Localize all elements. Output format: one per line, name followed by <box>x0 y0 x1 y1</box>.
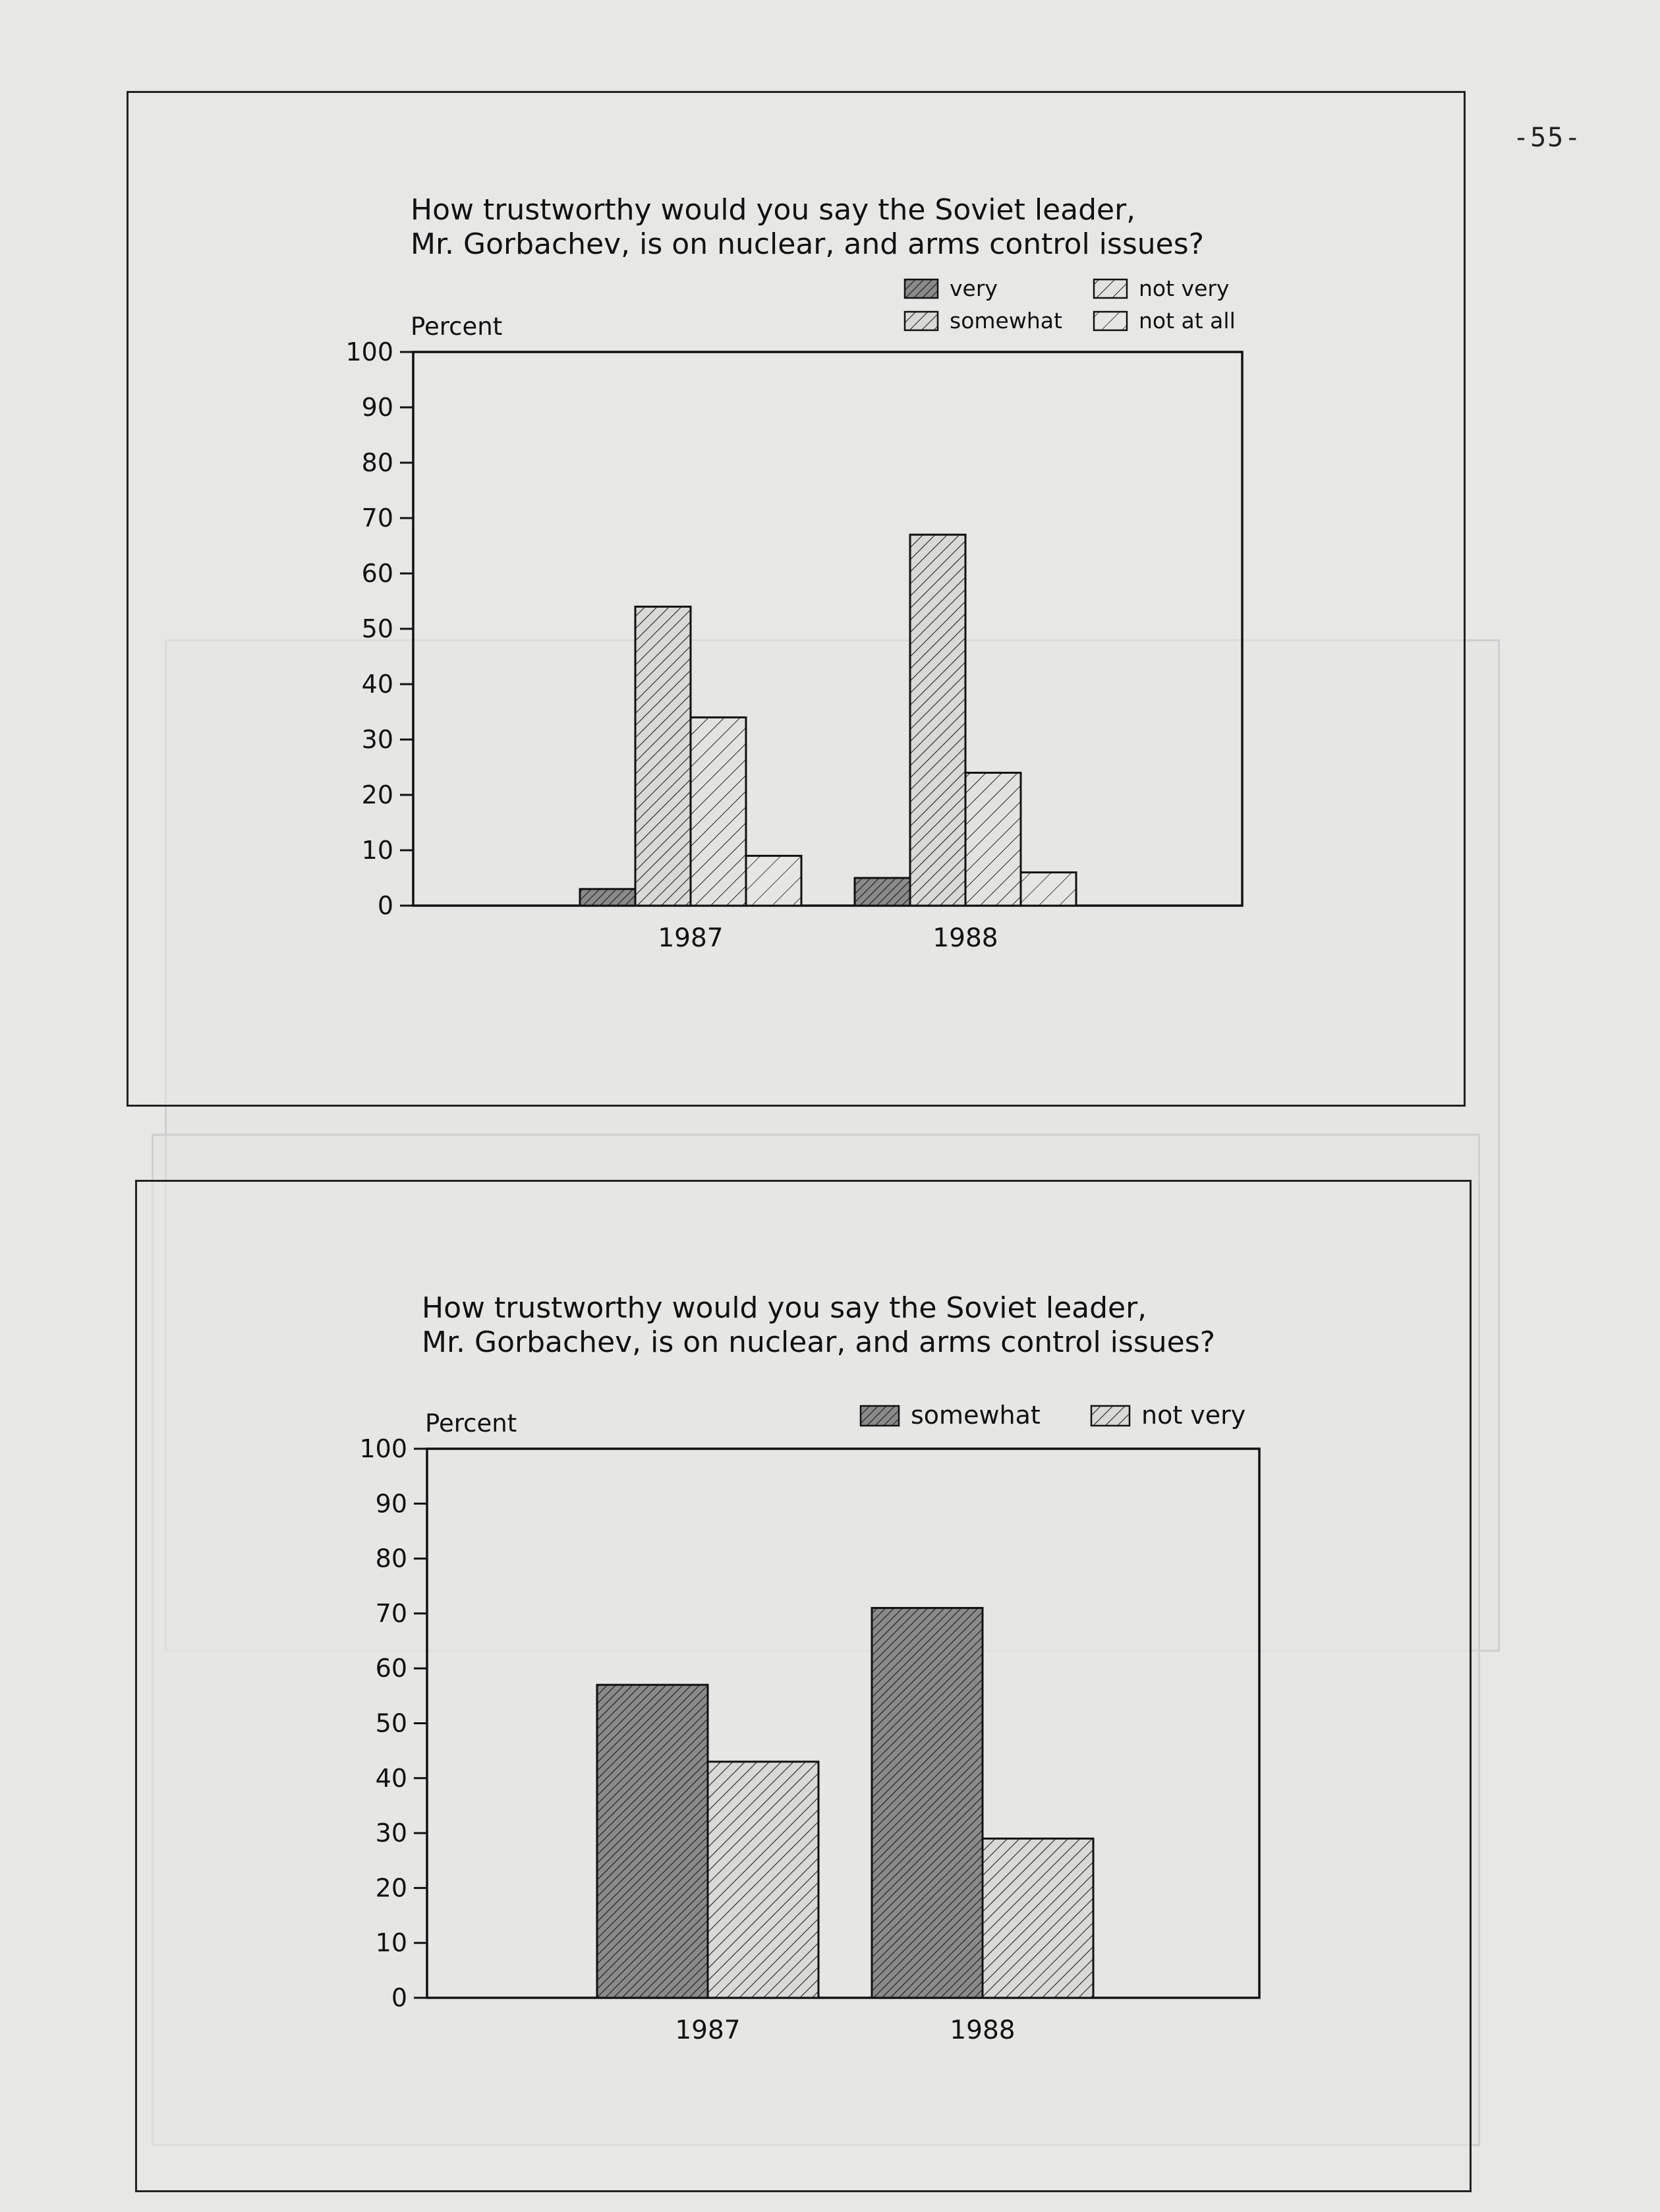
c2-y-tick-label: 50 <box>375 1708 407 1738</box>
c1-legend-swatch-very <box>905 279 938 298</box>
c1-legend-label-somewhat: somewhat <box>950 308 1062 334</box>
chart-panel-2 <box>135 1180 1472 2192</box>
c1-bar-very-1987 <box>580 889 635 906</box>
c1-bar-very-1988 <box>855 878 910 906</box>
c2-y-tick-label: 80 <box>375 1544 407 1573</box>
y-axis-label-1: Percent <box>411 312 503 341</box>
chart-svg-1 <box>129 93 1464 1105</box>
c1-legend-label-not-at-all: not at all <box>1139 308 1236 334</box>
c1-bar-somewhat-1988 <box>910 535 965 906</box>
c1-legend-label-very: very <box>950 276 998 301</box>
c1-y-tick-label: 70 <box>361 504 393 533</box>
c1-plot-frame <box>413 352 1242 906</box>
c1-bar-not-at-all-1988 <box>1021 873 1076 906</box>
c2-bar-not-very-1987 <box>708 1762 818 1998</box>
c1-legend-swatch-somewhat <box>905 312 938 330</box>
c2-legend-label-not-very: not very <box>1141 1401 1246 1430</box>
c1-y-tick-label: 40 <box>361 670 393 699</box>
c1-y-tick-label: 0 <box>377 891 393 920</box>
c1-legend-swatch-not-very <box>1094 279 1127 298</box>
chart-title-1-line1: How trustworthy would you say the Soviet leader, <box>411 193 1136 227</box>
c2-y-tick-label: 70 <box>375 1598 407 1628</box>
chart-svg-2 <box>137 1182 1470 2190</box>
c2-y-tick-label: 100 <box>359 1434 407 1463</box>
c1-legend-label-not-very: not very <box>1139 276 1230 301</box>
c1-y-tick-label: 60 <box>361 559 393 588</box>
c1-y-tick-label: 50 <box>361 614 393 643</box>
c1-y-tick-label: 80 <box>361 448 393 477</box>
chart-title-2-line1: How trustworthy would you say the Soviet leader, <box>422 1291 1147 1325</box>
c1-bar-somewhat-1987 <box>635 606 691 906</box>
y-axis-label-2: Percent <box>425 1409 517 1438</box>
c1-y-tick-label: 10 <box>361 836 393 865</box>
c2-x-tick-label: 1988 <box>950 2016 1016 2045</box>
c1-bar-not-very-1987 <box>691 717 746 906</box>
c2-y-tick-label: 0 <box>391 1983 407 2012</box>
c2-y-tick-label: 90 <box>375 1489 407 1519</box>
chart-title-1-line2: Mr. Gorbachev, is on nuclear, and arms control issues? <box>411 227 1204 261</box>
c1-x-tick-label: 1988 <box>932 923 998 953</box>
c2-y-tick-label: 40 <box>375 1763 407 1793</box>
c2-bar-not-very-1988 <box>983 1838 1093 1998</box>
c1-x-tick-label: 1987 <box>658 923 724 953</box>
c2-y-tick-label: 30 <box>375 1819 407 1848</box>
page-number: -55- <box>1513 123 1582 153</box>
c2-y-tick-label: 60 <box>375 1654 407 1683</box>
c2-bar-somewhat-1988 <box>872 1608 983 1998</box>
c2-y-tick-label: 20 <box>375 1873 407 1903</box>
c2-plot-frame <box>427 1449 1259 1998</box>
c2-bar-somewhat-1987 <box>597 1685 708 1998</box>
c2-legend-label-somewhat: somewhat <box>911 1401 1041 1430</box>
c1-y-tick-label: 100 <box>345 337 393 366</box>
c1-legend-swatch-not-at-all <box>1094 312 1127 330</box>
c1-y-tick-label: 90 <box>361 393 393 422</box>
c1-y-tick-label: 30 <box>361 725 393 754</box>
c1-bar-not-very-1988 <box>965 772 1021 906</box>
chart-title-2-line2: Mr. Gorbachev, is on nuclear, and arms control issues? <box>422 1325 1215 1359</box>
c2-legend-swatch-somewhat <box>861 1406 899 1426</box>
c2-x-tick-label: 1987 <box>675 2016 741 2045</box>
c1-bar-not-at-all-1987 <box>746 856 801 906</box>
c2-y-tick-label: 10 <box>375 1928 407 1958</box>
c1-y-tick-label: 20 <box>361 780 393 809</box>
c2-legend-swatch-not-very <box>1091 1406 1130 1426</box>
chart-panel-1 <box>127 91 1466 1107</box>
